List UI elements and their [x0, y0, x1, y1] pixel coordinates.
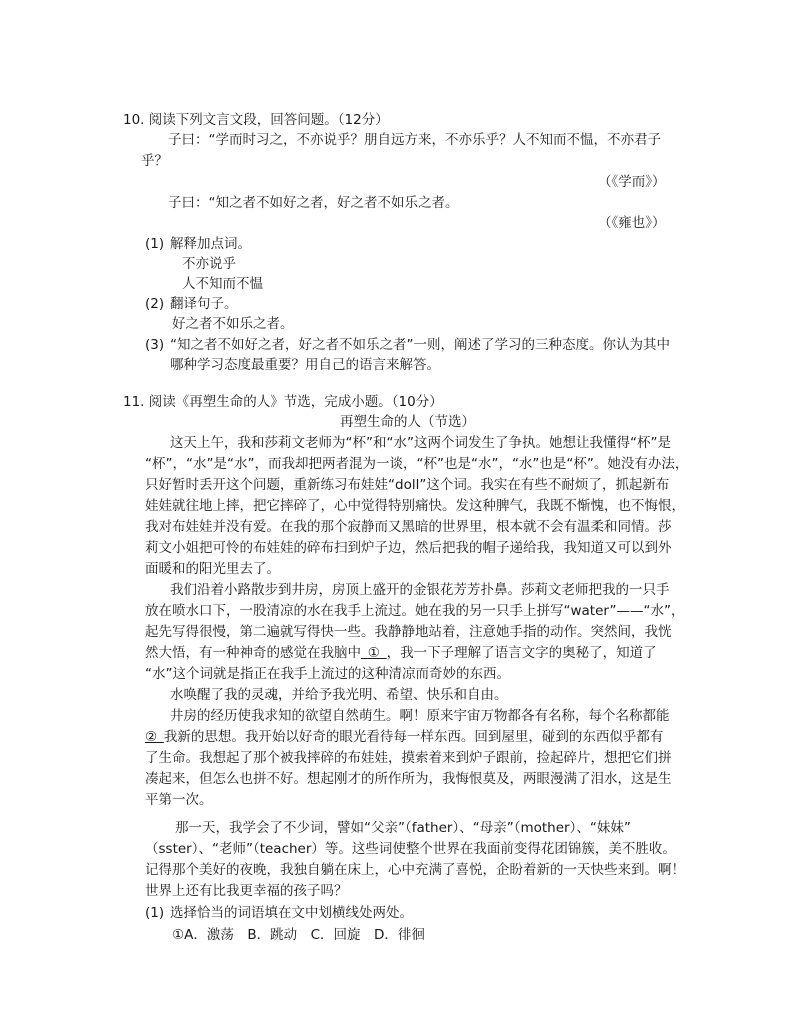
q11-sub1-options: ①A．激荡 B．跳动 C．回旋 D．徘徊	[172, 927, 425, 943]
q11-p4-line: 凑起来，但怎么也拼不好。想起刚才的所作所为，我悔恨莫及，两眼漫满了泪水，这是生	[145, 771, 672, 787]
q10-sub1-text: 解释加点词。	[170, 236, 251, 252]
blank-1	[361, 645, 387, 661]
q10-passage1-line1: 子曰：“学而时习之，不亦说乎？朋自远方来，不亦乐乎？人不知而不愠，不亦君子	[168, 132, 661, 148]
q11-sub1-text: 选择恰当的词语填在文中划横线处两处。	[170, 905, 413, 921]
blank-1-label: ①	[367, 645, 380, 661]
q11-p1-line: 娃娃就往地上摔，把它摔碎了，心中觉得特别痛快。发这种脾气，我既不惭愧，也不悔恨，	[145, 498, 685, 514]
q10-sub3-line2: 哪种学习态度最重要？用自己的语言来解答。	[170, 357, 440, 373]
q11-passage-title: 再塑生命的人（节选）	[340, 414, 475, 430]
q10-sub1-item1: 不亦说乎	[182, 256, 236, 272]
q10-source2: （《雍也》）	[598, 215, 666, 231]
q10-sub1-number: (1)	[145, 236, 165, 252]
q11-p1-line: 莉文小姐把可怜的布娃娃的碎布扫到炉子边，然后把我的帽子递给我，我知道又可以到外	[145, 540, 672, 556]
q11-p2-line: 我们沿着小路散步到井房，房顶上盛开的金银花芳芳扑鼻。莎莉文老师把我的一只手	[170, 582, 670, 598]
q11-p4-line2	[145, 727, 663, 747]
q11-p3: 水唤醒了我的灵魂，并给予我光明、希望、快乐和自由。	[170, 687, 508, 703]
q10-sub3-line1: “知之者不如好之者，好之者不如乐之者”一则，阐述了学习的三种态度。你认为其中	[170, 337, 670, 353]
q10-sub2-text: 翻译句子。	[170, 296, 238, 312]
q11-p1-line: 这天上午，我和莎莉文老师为“杯”和“水”这两个词发生了争执。她想让我懂得“杯”是	[170, 435, 671, 451]
q10-source1: （《学而》）	[598, 174, 666, 190]
q11-p1-line: 只好暂时丢开这个问题，重新练习布娃娃“doll”这个词。我实在有些不耐烦了，抓起新布	[145, 477, 670, 493]
q11-p1-line: “杯”，“水”是“水”，而我却把两者混为一谈，“杯”也是“水”，“水”也是“杯”。她没有办法，	[145, 456, 689, 472]
q11-heading: 11. 阅读《再塑生命的人》节选，完成小题。（10分）	[123, 394, 443, 410]
q11-p2-line4-post: ，我一下子理解了语言文字的奥秘了，知道了	[386, 645, 657, 661]
q11-p5-line: 那一天，我学会了不少词，譬如“父亲”（father）、“母亲”（mother）、“妹妹”	[175, 820, 631, 836]
q11-p2-line4	[145, 643, 657, 663]
q11-p4-line1: 井房的经历使我求知的欲望自然萌生。啊！原来宇宙万物都各有名称，每个名称都能	[170, 708, 670, 724]
q11-p1-line: 我对布娃娃并没有爱。在我的那个寂静而又黑暗的世界里，根本就不会有温柔和同情。莎	[145, 519, 672, 535]
q11-p2-line5: “水”这个词就是指正在我手上流过的这种清凉而奇妙的东西。	[145, 666, 510, 682]
q11-p1-line: 面暖和的阳光里去了。	[145, 561, 280, 577]
q11-p2-line: 起先写得很慢，第二遍就写得快一些。我静静地站着，注意她手指的动作。突然间，我恍	[145, 624, 672, 640]
q11-p5-line: 世界上还有比我更幸福的孩子吗？	[145, 883, 348, 899]
q11-p5-line: 记得那个美好的夜晚，我独自躺在床上，心中充满了喜悦，企盼着新的一天快些来到。啊！	[145, 862, 685, 878]
q11-p4-line2-post: 我新的思想。我开始以好奇的眼光看待每一样东西。回到屋里，碰到的东西似乎都有	[163, 729, 664, 745]
q10-sub3-number: (3)	[145, 337, 165, 353]
q11-p2-line4-pre: 然大悟，有一种神奇的感觉在我脑中	[145, 645, 361, 661]
q10-sub2-number: (2)	[145, 296, 165, 312]
q10-passage2: 子曰：“知之者不如好之者，好之者不如乐之者。	[168, 195, 459, 211]
blank-2-label: ②	[145, 729, 158, 745]
q11-p4-line: 平第一次。	[145, 792, 213, 808]
q10-sub2-item1: 好之者不如乐之者。	[172, 316, 294, 332]
q11-p5-line: （sster）、“老师”（teacher）等。这些词使整个世界在我面前变得花团锦簇，美不胜收。	[145, 841, 676, 857]
q11-p4-line: 了生命。我想起了那个被我摔碎的布娃娃，摸索着来到炉子跟前，捡起碎片，想把它们拼	[145, 750, 672, 766]
q11-p2-line: 放在喷水口下，一股清凉的水在我手上流过。她在我的另一只手上拼写“water”——“水”，	[145, 603, 685, 619]
q10-heading: 10. 阅读下列文言文段，回答问题。（12分）	[123, 112, 389, 128]
q11-sub1-number: (1)	[145, 905, 165, 921]
q10-passage1-line2: 乎？	[141, 153, 168, 169]
blank-2	[145, 729, 164, 745]
q10-sub1-item2: 人不知而不愠	[182, 276, 263, 292]
